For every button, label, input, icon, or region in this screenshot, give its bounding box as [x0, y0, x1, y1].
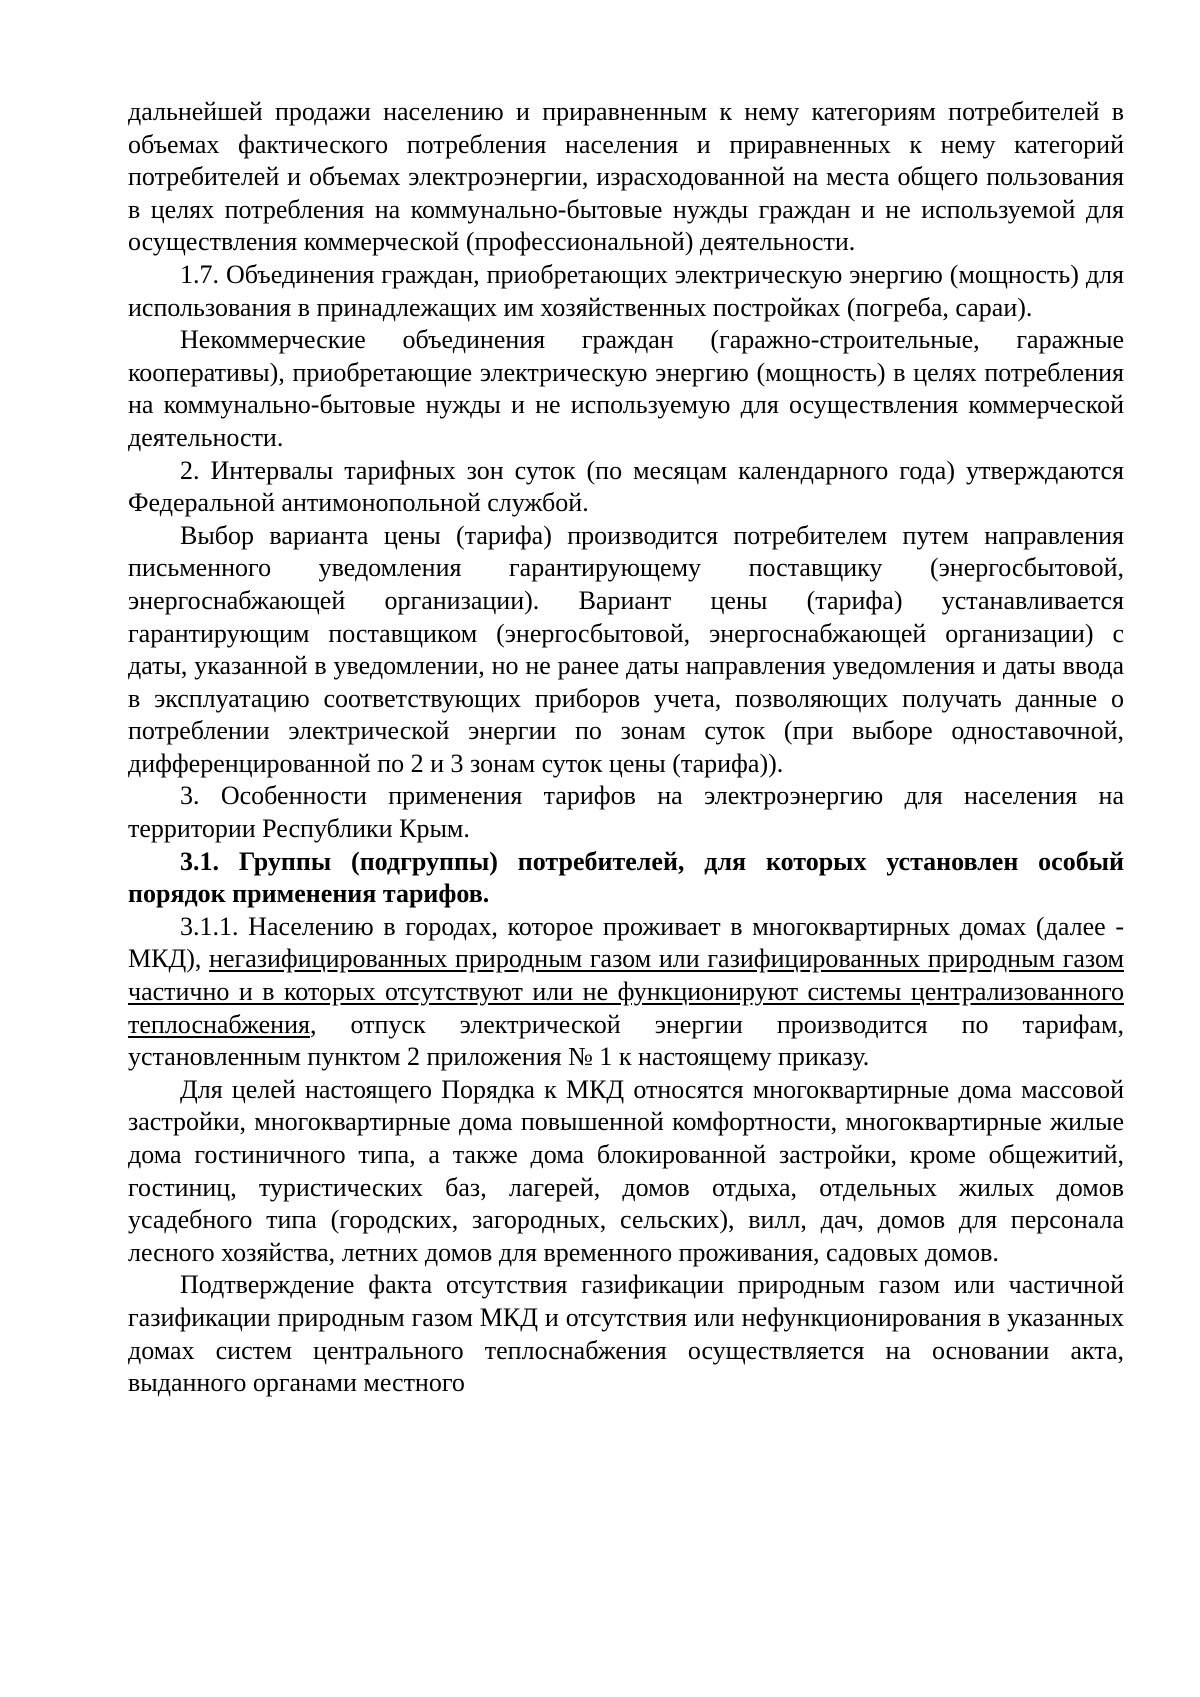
- paragraph-tariff-choice: Выбор варианта цены (тарифа) производится потребителем путем направления письменного уведомления гарантирующему поставщику (энергосбытовой, энергоснабжающей организации). Вариант цены (тарифа) устанавливается гарантирующим поставщиком (энергосбытовой, энергоснабжающей организации) с даты, указанной в уведомлении, но не ранее даты направления уведомления и даты ввода в эксплуатацию соответствующих приборов учета, позволяющих получать данные о потреблении электрической энергии по зонам суток (при выборе одноставочной, дифференцированной по 2 и 3 зонам суток цены (тарифа)).: [128, 520, 1124, 778]
- paragraph-continuation: дальнейшей продажи населению и приравненным к нему категориям потребителей в объемах фактического потребления населения и приравненных к нему категорий потребителей и объемах электроэнергии, израсходованной на места общего пользования в целях потребления на коммунально-бытовые нужды граждан и не используемой для осуществления коммерческой (профессиональной) деятельности.: [128, 97, 1124, 257]
- paragraph-1-7: 1.7. Объединения граждан, приобретающих электрическую энергию (мощность) для использования в принадлежащих им хозяйственных постройках (погреба, сараи).: [128, 259, 1124, 322]
- document-page: [128, 96, 1124, 1400]
- paragraph-3-1-1-end: , отпуск электрической энергии производится по тарифам, установленным пунктом 2 приложения № 1 к настоящему приказу.: [128, 1009, 1124, 1072]
- paragraph-noncommercial-associations: Некоммерческие объединения граждан (гаражно-строительные, гаражные кооперативы), приобретающие электрическую энергию (мощность) в целях потребления на коммунально-бытовые нужды и не используемую для осуществления коммерческой деятельности.: [128, 325, 1124, 452]
- paragraph-2-tariff-zones: 2. Интервалы тарифных зон суток (по месяцам календарного года) утверждаются Федеральной антимонопольной службой.: [128, 455, 1124, 518]
- paragraph-3-1-1-start: 3.1.1. Населению в городах, которое проживает в многоквартирных домах (далее - МКД),: [128, 911, 1124, 974]
- heading-3-1: 3.1. Группы (подгруппы) потребителей, для которых установлен особый порядок применения тарифов.: [128, 846, 1124, 909]
- paragraph-mkd-definition: Для целей настоящего Порядка к МКД относятся многоквартирные дома массовой застройки, многоквартирные дома повышенной комфортности, многоквартирные жилые дома гостиничного типа, а также дома блокированной застройки, кроме общежитий, гостиниц, туристических баз, лагерей, домов отдыха, отдельных жилых домов усадебного типа (городских, загородных, сельских), вилл, дач, домов для персонала лесного хозяйства, летних домов для временного проживания, садовых домов.: [128, 1074, 1124, 1267]
- paragraph-3-crimea: 3. Особенности применения тарифов на электроэнергию для населения на территории Республики Крым.: [128, 781, 1124, 844]
- paragraph-3-1-1: [128, 911, 1124, 1074]
- paragraph-confirmation: Подтверждение факта отсутствия газификации природным газом или частичной газификации природным газом МКД и отсутствия или нефункционирования в указанных домах систем центрального теплоснабжения осуществляется на основании акта, выданного органами местного: [128, 1270, 1124, 1398]
- paragraph-3-1-1-underlined: негазифицированных природным газом или газифицированных природным газом частично и в которых отсутствуют или не функционируют системы централизованного теплоснабжения: [128, 944, 1124, 1039]
